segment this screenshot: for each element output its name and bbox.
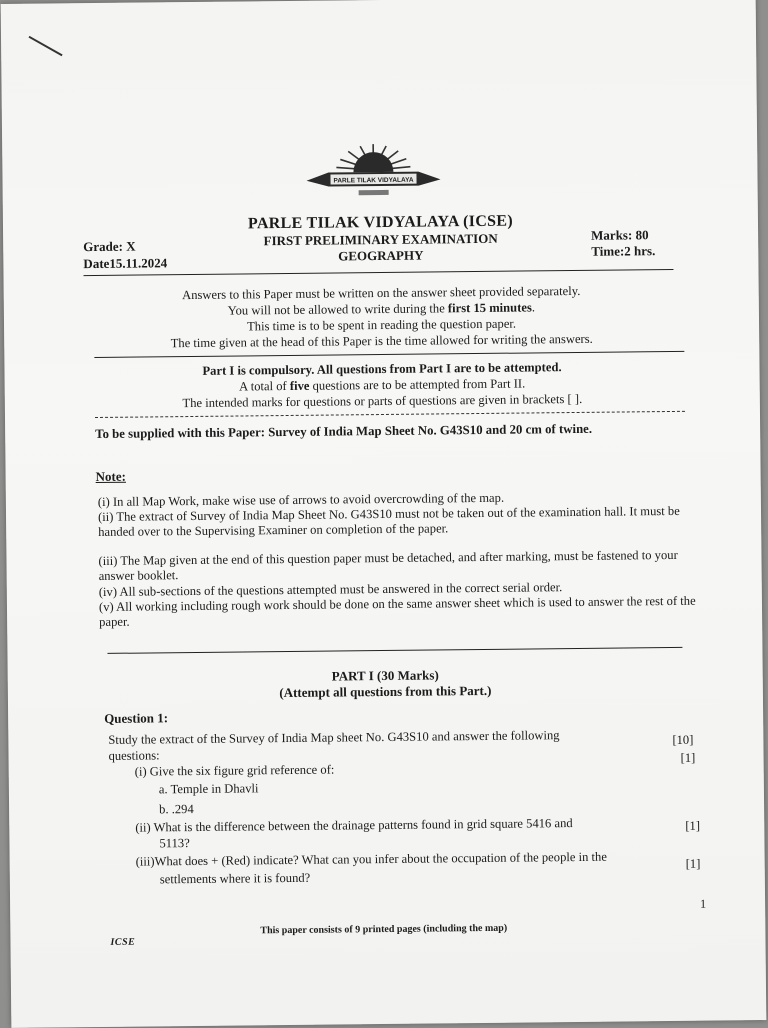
parts-info-line: The intended marks for questions or parts of questions are given in brackets [ ]. bbox=[5, 390, 760, 413]
header-divider bbox=[84, 269, 674, 276]
exam-name: FIRST PRELIMINARY EXAMINATION bbox=[3, 228, 758, 252]
subquestion-i-a: a. Temple in Dhavli bbox=[159, 781, 259, 797]
question-paper-sheet bbox=[1, 0, 767, 1028]
subquestion-marks: [1] bbox=[681, 751, 696, 766]
board-code: ICSE bbox=[110, 937, 135, 948]
instruction-line: The time given at the head of this Paper is the time allowed for writing the answers. bbox=[4, 330, 759, 353]
marks-label: Marks: 80 bbox=[591, 227, 649, 244]
note-item: (v) All working including rough work should be done on the same answer sheet which is used to answer the rest of the paper. bbox=[99, 594, 699, 629]
subquestion-iii: (iii)What does + (Red) indicate? What can you infer about the occupation of the people in the bbox=[136, 850, 607, 870]
page-number: 1 bbox=[700, 897, 706, 912]
question-intro-cont: questions: bbox=[108, 748, 159, 764]
parts-info-line: A total of five questions are to be attempted from Part II. bbox=[5, 374, 760, 397]
grade-label: Grade: X bbox=[83, 239, 136, 256]
note-item: (iii) The Map given at the end of this question paper must be detached, and after marking, must be fastened to your answer booklet. bbox=[98, 548, 698, 583]
school-logo-icon bbox=[298, 139, 449, 199]
note-heading: Note: bbox=[96, 469, 126, 485]
note-divider bbox=[107, 647, 682, 654]
part1-title: PART I (30 Marks) bbox=[8, 664, 763, 688]
instruction-line: You will not be allowed to write during the first 15 minutes. bbox=[4, 298, 759, 321]
subquestion-ii-cont: 5113? bbox=[159, 836, 189, 851]
question-intro: Study the extract of the Survey of India Map sheet No. G43S10 and answer the following bbox=[108, 728, 559, 748]
subquestion-i-b: b. .294 bbox=[159, 802, 194, 817]
subject-title: GEOGRAPHY bbox=[3, 244, 758, 268]
subquestion-iii-cont: settlements where it is found? bbox=[160, 871, 311, 888]
date-label: Date15.11.2024 bbox=[83, 255, 167, 272]
subquestion-marks: [1] bbox=[685, 819, 700, 834]
instruction-line: This time is to be spent in reading the question paper. bbox=[4, 314, 759, 337]
question-1-title: Question 1: bbox=[104, 710, 168, 727]
logo-text: PARLE TILAK VIDYALAYA bbox=[333, 177, 413, 185]
subquestion-i: (i) Give the six figure grid reference of: bbox=[135, 763, 335, 780]
pen-mark bbox=[29, 36, 63, 56]
part1-subtitle: (Attempt all questions from this Part.) bbox=[8, 680, 763, 704]
instruction-line: Answers to this Paper must be written on the answer sheet provided separately. bbox=[4, 282, 759, 305]
note-item: (iv) All sub-sections of the questions attempted must be answered in the correct serial order. bbox=[99, 579, 699, 600]
pages-note: This paper consists of 9 printed pages (including the map) bbox=[260, 923, 507, 937]
time-label: Time:2 hrs. bbox=[591, 243, 655, 260]
question-marks: [10] bbox=[672, 733, 693, 748]
note-item: (ii) The extract of Survey of India Map Sheet No. G43S10 must not be taken out of the examination hall. It must be handed over to the Supervising Examiner on completion of the paper. bbox=[98, 504, 698, 539]
parts-divider bbox=[95, 411, 685, 418]
instructions-divider bbox=[94, 351, 684, 358]
parts-info-line: Part I is compulsory. All questions from Part I are to be attempted. bbox=[4, 358, 759, 381]
subquestion-ii: (ii) What is the difference between the drainage patterns found in grid square 5416 and bbox=[135, 816, 573, 836]
subquestion-marks: [1] bbox=[686, 857, 701, 872]
school-name: PARLE TILAK VIDYALAYA (ICSE) bbox=[3, 210, 758, 236]
note-item: (i) In all Map Work, make wise use of arrows to avoid overcrowding of the map. bbox=[98, 489, 698, 510]
supplied-materials: To be supplied with this Paper: Survey of India Map Sheet No. G43S10 and 20 cm of twine. bbox=[95, 422, 592, 442]
